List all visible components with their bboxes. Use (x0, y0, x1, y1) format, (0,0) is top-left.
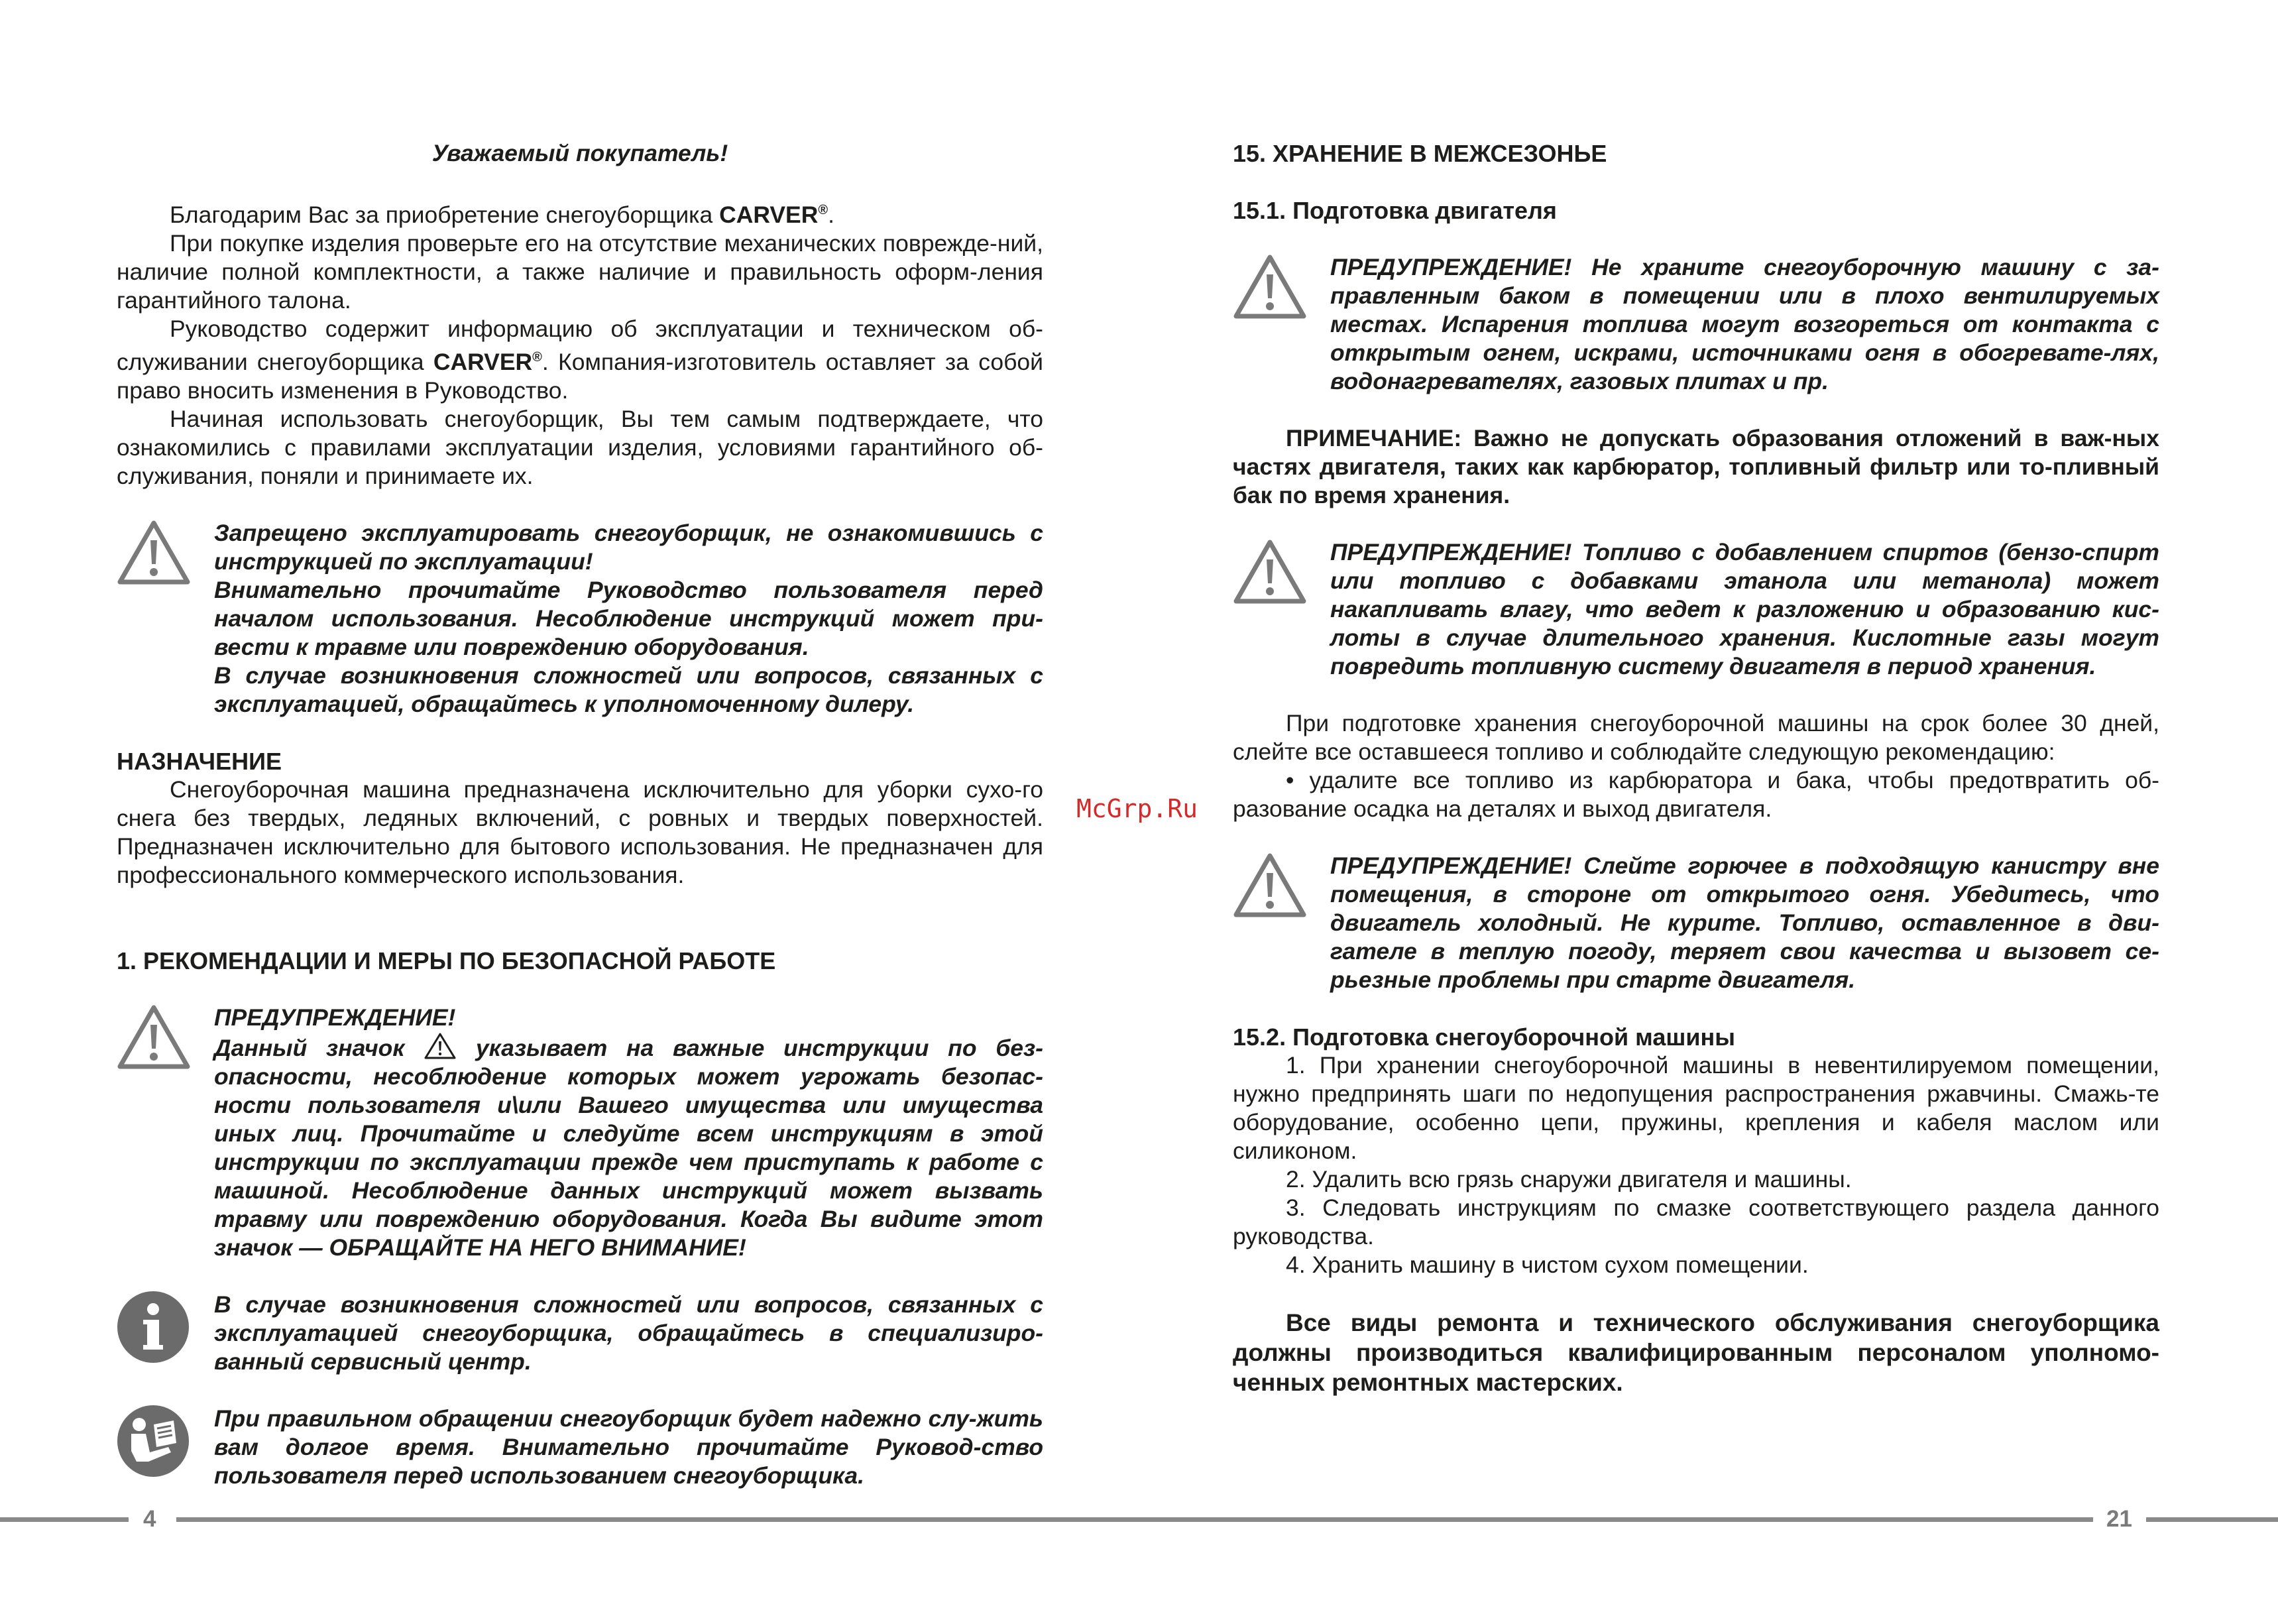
footer-rule-left (0, 1517, 129, 1522)
warning-title: ПРЕДУПРЕЖДЕНИЕ! (214, 1004, 456, 1031)
footer-rule-center (176, 1517, 2093, 1522)
intro-paragraph-3: Руководство содержит информацию об эксплуатации и техническом об-служивании снегоуборщика CARVER®. Компания-изготовитель оставляет за собой право вносить изменения в Руководство. (117, 315, 1043, 404)
intro-paragraph-2: При покупке изделия проверьте его на отсутствие механических поврежде-ний, наличие полной комплектности, а также наличие и правильность оформ-ления гарантийного талона. (117, 229, 1043, 314)
warning-text-2: Внимательно прочитайте Руководство пользователя перед началом использования. Несоблюдение инструкций может при-вести к травме или повреждению оборудования. (214, 576, 1043, 660)
warning-block-alcohol-fuel (1233, 538, 2159, 681)
warning-alcohol-fuel-text: ПРЕДУПРЕЖДЕНИЕ! Топливо с добавлением спиртов (бензо-спирт или топливо с добавками этанола или метанола) может накапливать влагу, что ведет к разложению и образованию кис-лоты в случае длительного хранения. Кислотные газы могут повредить топливную систему двигателя в период хранения. (1330, 539, 2159, 679)
subsection-15-1-heading: 15.1. Подготовка двигателя (1233, 197, 1557, 224)
left-page-number: 4 (143, 1506, 156, 1532)
warning-drain-fuel-text: ПРЕДУПРЕЖДЕНИЕ! Слейте горючее в подходящую канистру вне помещения, в стороне от открытого огня. Убедитесь, что двигатель холодный. Не курите. Топливо, оставленное в дви-гателе в теплую погоду, теряет свои качества и вызовет се-рьезные проблемы при старте двигателя. (1330, 852, 2159, 993)
intro-paragraph-4: Начиная использовать снегоуборщик, Вы тем самым подтверждаете, что ознакомились с правилами эксплуатации изделия, условиями гарантийного об-служивания, поняли и принимаете их. (117, 405, 1043, 489)
right-page (1233, 139, 2159, 1397)
info-text: В случае возникновения сложностей или вопросов, связанных с эксплуатацией снегоуборщика, обращайтесь в специализиро-ванный сервисный центр. (214, 1291, 1043, 1375)
warning-block-usage (117, 519, 1043, 719)
warning-fuel-tank-text: ПРЕДУПРЕЖДЕНИЕ! Не храните снегоуборочную машину с за-правленным баком в помещении или в плохо вентилируемых местах. Испарения топлива могут возгореться от контакта с открытым огнем, искрами, источниками огня в обогревате-лях, водонагревателях, газовых плитах и пр. (1330, 254, 2159, 394)
info-icon (117, 1291, 190, 1363)
purpose-heading: НАЗНАЧЕНИЕ (117, 747, 282, 775)
section-1-heading: 1. РЕКОМЕНДАЦИИ И МЕРЫ ПО БЕЗОПАСНОЙ РАБОТЕ (117, 947, 776, 974)
note-text: ПРИМЕЧАНИЕ: Важно не допускать образования отложений в важ-ных частях двигателя, таких как карбюратор, топливный фильтр или то-пливный бак по время хранения. (1233, 425, 2159, 508)
purpose-text: Снегоуборочная машина предназначена исключительно для уборки сухо-го снега без твердых, ледяных включений, с ровных и твердых поверхностей. Предназначен исключительно для бытового использования. Не предназначен для профессионального коммерческого использования. (117, 776, 1043, 888)
warning-block-safety (117, 1004, 1043, 1262)
final-note: Все виды ремонта и технического обслуживания снегоуборщика должны производиться квалифицированным персоналом уполномо-ченных ремонтных мастерских. (1233, 1309, 2159, 1396)
step-4: 4. Хранить машину в чистом сухом помещении. (1286, 1251, 1809, 1278)
warning-text-1: Запрещено эксплуатировать снегоуборщик, не ознакомившись с инструкцией по эксплуатации! (214, 519, 1043, 575)
inline-warning-triangle-icon (424, 1032, 457, 1060)
step-2: 2. Удалить всю грязь снаружи двигателя и машины. (1286, 1166, 1852, 1192)
info-block (117, 1291, 1043, 1376)
warning-triangle-icon (117, 519, 191, 585)
warning-block-drain-fuel (1233, 852, 2159, 994)
step-3: 3. Следовать инструкциям по смазке соответствующего раздела данного руководства. (1233, 1194, 2159, 1249)
warning-text-3: В случае возникновения сложностей или вопросов, связанных с эксплуатацией, обращайтесь к уполномоченному дилеру. (214, 662, 1043, 717)
storage-text: При подготовке хранения снегоуборочной машины на срок более 30 дней, слейте все оставшееся топливо и соблюдайте следующую рекомендацию: (1233, 710, 2159, 765)
warning-triangle-icon (1233, 253, 1307, 319)
footer-rule-right (2146, 1517, 2278, 1522)
read-manual-icon (117, 1405, 190, 1478)
warning-block-fuel-tank (1233, 253, 2159, 396)
manual-text: При правильном обращении снегоуборщик будет надежно слу-жить вам долгое время. Внимательно прочитайте Руковод-ство пользователя перед использованием снегоуборщика. (214, 1405, 1043, 1489)
manual-block (117, 1405, 1043, 1490)
left-page (117, 139, 1043, 1490)
storage-bullet: • удалите все топливо из карбюратора и бака, чтобы предотвратить об-разование осадка на деталях и выход двигателя. (1233, 767, 2159, 822)
section-15-heading: 15. ХРАНЕНИЕ В МЕЖСЕЗОНЬЕ (1233, 140, 1607, 167)
subsection-15-2-heading: 15.2. Подготовка снегоуборочной машины (1233, 1023, 1735, 1051)
intro-paragraph-1: Благодарим Вас за приобретение снегоуборщика CARVER®. (170, 201, 834, 228)
step-1: 1. При хранении снегоуборочной машины в невентилируемом помещении, нужно предпринять шаги по недопущения распространения ржавчины. Смажь-те оборудование, особенно цепи, пружины, крепления и кабеля маслом или силиконом. (1233, 1052, 2159, 1164)
warning-triangle-icon (117, 1004, 191, 1070)
warning-safety-text: Данный значок указывает на важные инструкции по без-опасности, несоблюдение которых может угрожать безопас-ности пользователя и\или Вашего имущества или имущества иных лиц. Прочитайте и следуйте всем инструкциям в этой инструкции по эксплуатации прежде чем приступать к работе с машиной. Несоблюдение данных инструкций может вызвать травму или повреждению оборудования. Когда Вы видите этот значок — ОБРАЩАЙТЕ НА НЕГО ВНИМАНИЕ! (214, 1032, 1043, 1262)
right-page-number: 21 (2106, 1506, 2132, 1532)
warning-triangle-icon (1233, 852, 1307, 918)
warning-triangle-icon (1233, 538, 1307, 605)
greeting: Уважаемый покупатель! (431, 140, 728, 166)
watermark: McGrp.Ru (1076, 794, 1198, 823)
